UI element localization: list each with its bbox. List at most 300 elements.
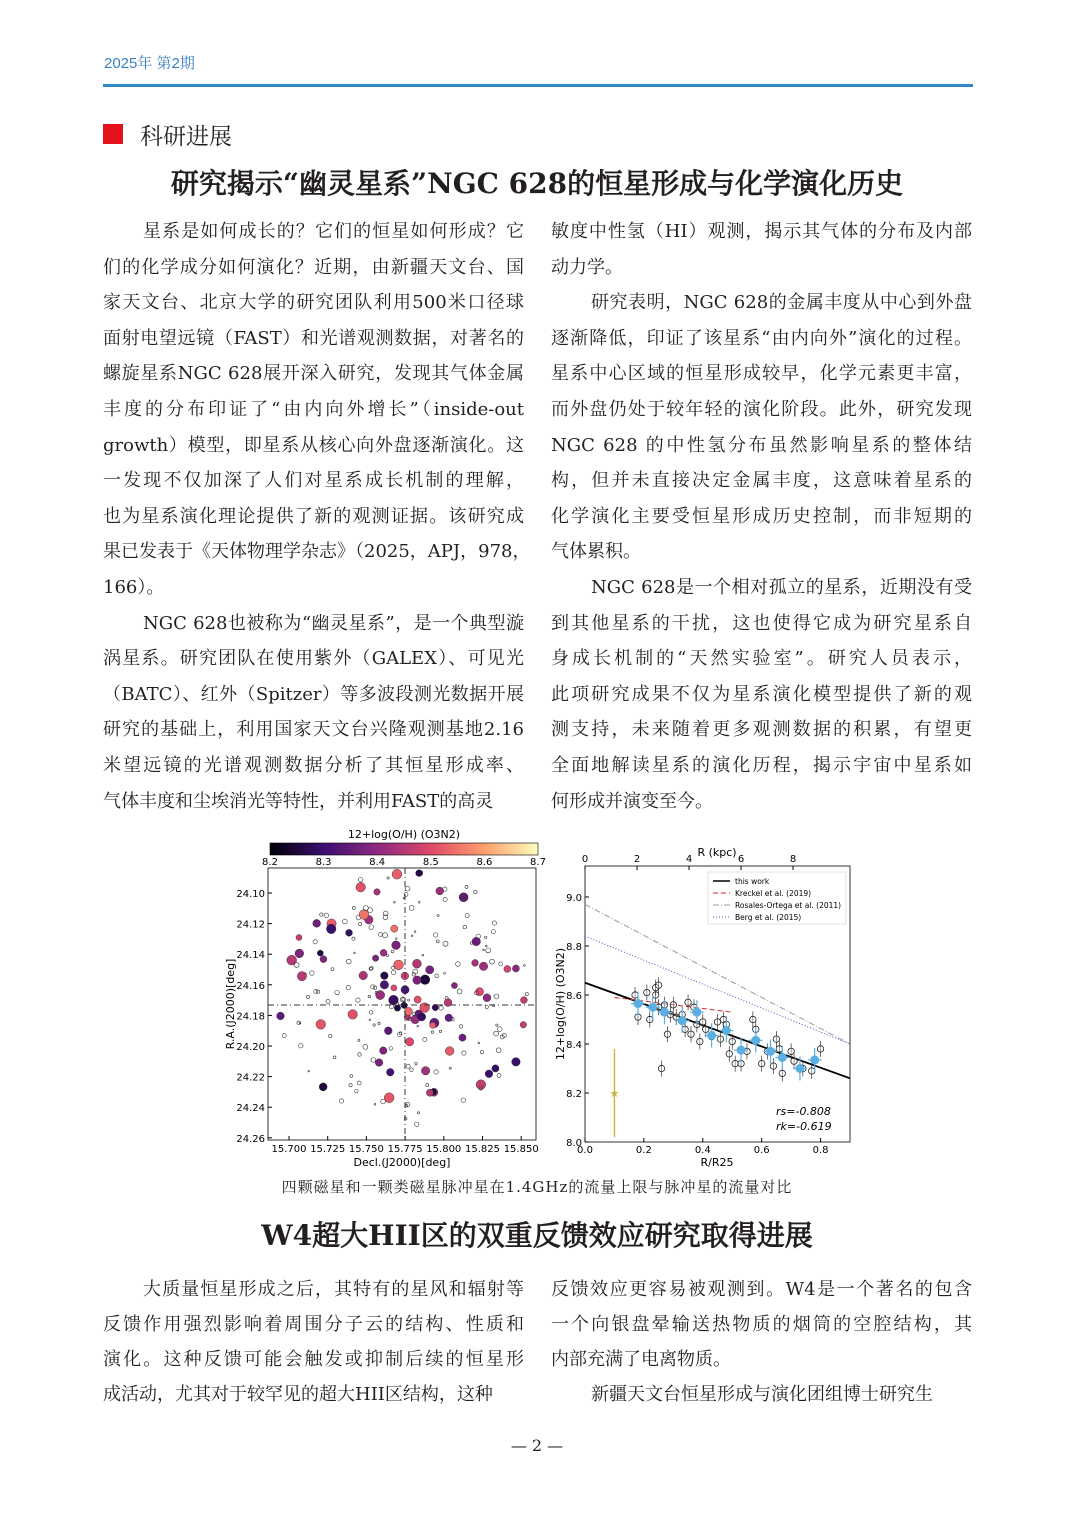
text-line: 气体丰度和尘埃消光等特性，并利用FAST的高灵 xyxy=(103,790,494,812)
text-line: 动力学。 xyxy=(551,256,623,278)
x-tick-label: 15.725 xyxy=(310,1144,346,1155)
header-rule xyxy=(103,84,973,87)
hii-region-outline xyxy=(403,897,405,899)
hii-region-marker xyxy=(445,1014,452,1021)
hii-region-marker xyxy=(479,962,487,970)
hii-region-marker xyxy=(412,959,421,968)
hii-region-outline xyxy=(444,972,446,974)
stat-kendall: rk=-0.619 xyxy=(776,1120,832,1133)
y-tick-label: 8.8 xyxy=(566,942,582,953)
hii-region-marker xyxy=(392,869,402,879)
text-line: 而外盘仍处于较年轻的演化阶段。此外，研究发现 xyxy=(551,398,972,420)
binned-point xyxy=(795,1064,804,1073)
hii-region-outline xyxy=(373,986,376,989)
hii-region-outline xyxy=(379,933,383,937)
hii-region-marker xyxy=(326,924,336,934)
hii-region-marker xyxy=(380,1047,387,1054)
hii-region-marker xyxy=(297,972,306,981)
data-point xyxy=(758,1060,764,1066)
colorbar-label: 12+log(O/H) (O3N2) xyxy=(347,828,461,841)
hii-region-outline xyxy=(436,940,439,943)
binned-point xyxy=(634,999,643,1008)
text-line: NGC 628也被称为“幽灵星系”，是一个典型漩 xyxy=(143,612,524,634)
hii-region-outline xyxy=(349,1084,352,1087)
hii-region-marker xyxy=(316,1020,326,1030)
x-tick-label: 0.8 xyxy=(812,1145,829,1156)
hii-region-outline xyxy=(494,1031,499,1036)
article2-column-left xyxy=(103,1272,524,1412)
hii-region-outline xyxy=(439,1006,443,1010)
hii-region-marker xyxy=(418,1013,426,1021)
hii-region-marker xyxy=(372,955,378,961)
hii-region-outline xyxy=(409,905,414,910)
hii-region-outline xyxy=(343,919,348,924)
hii-region-outline xyxy=(335,990,340,995)
top-x-tick-label: 4 xyxy=(685,854,693,865)
hii-region-marker xyxy=(472,937,480,945)
hii-region-outline xyxy=(383,933,388,938)
hii-region-outline xyxy=(414,931,416,933)
hii-region-outline xyxy=(373,1024,375,1026)
hii-region-marker xyxy=(380,981,388,989)
hii-region-marker xyxy=(277,1012,285,1020)
text-line: 研究表明，NGC 628的金属丰度从中心到外盘 xyxy=(591,292,972,314)
x-tick-label: 0.2 xyxy=(635,1145,652,1156)
y-tick-label: 8.4 xyxy=(566,1040,582,1051)
hii-region-outline xyxy=(357,1081,361,1085)
hii-region-outline xyxy=(417,1025,419,1027)
hii-region-outline xyxy=(422,954,424,956)
y-tick-label: 8.6 xyxy=(566,991,582,1002)
hii-region-outline xyxy=(417,1112,419,1114)
text-line: 何形成并演变至今。 xyxy=(551,790,713,812)
hii-region-outline xyxy=(405,886,410,891)
hii-region-marker xyxy=(426,1089,433,1096)
text-line: 化学演化主要受恒星形成历史控制，而非短期的 xyxy=(551,505,972,527)
hii-region-marker xyxy=(313,919,321,927)
binned-point xyxy=(722,1026,731,1035)
hii-region-outline xyxy=(363,906,368,911)
hii-region-outline xyxy=(497,1027,502,1032)
colorbar-tick: 8.5 xyxy=(422,857,439,868)
hii-region-outline xyxy=(485,1005,488,1008)
hii-region-marker xyxy=(521,997,528,1004)
colorbar-tick: 8.6 xyxy=(476,857,493,868)
hii-region-marker xyxy=(375,1059,383,1067)
hii-region-marker xyxy=(483,994,491,1002)
hii-region-marker xyxy=(459,893,468,902)
x-tick-label: 15.825 xyxy=(465,1144,500,1155)
binned-point xyxy=(707,1031,716,1040)
hii-region-marker xyxy=(295,949,304,958)
hii-region-marker xyxy=(386,1068,394,1076)
x-tick-label: 15.700 xyxy=(271,1144,307,1155)
hii-region-outline xyxy=(387,877,389,879)
data-point xyxy=(732,1060,738,1066)
text-line: 面射电望远镜（FAST）和光谱观测数据，对著名的 xyxy=(103,327,524,349)
hii-region-outline xyxy=(497,1074,501,1078)
hii-region-outline xyxy=(415,1122,419,1126)
hii-region-outline xyxy=(478,1042,480,1044)
hii-region-outline xyxy=(494,994,499,999)
data-point xyxy=(664,1031,670,1037)
binned-point xyxy=(766,1047,775,1056)
text-line: 也为星系演化理论提供了新的观测证据。该研究成 xyxy=(103,505,524,527)
text-line: 一发现不仅加深了人们对星系成长机制的理解， xyxy=(103,470,524,492)
text-line: （BATC）、红外（Spitzer）等多波段测光数据开展 xyxy=(103,683,524,705)
article2-column-right xyxy=(551,1272,972,1412)
data-point xyxy=(779,1070,785,1076)
hii-region-outline xyxy=(486,948,491,953)
hii-region-marker xyxy=(436,887,444,895)
hii-region-outline xyxy=(523,965,525,967)
hii-region-outline xyxy=(485,945,487,947)
colorbar-tick: 8.3 xyxy=(315,857,332,868)
data-point xyxy=(697,1038,703,1044)
top-x-tick-label: 6 xyxy=(737,854,745,865)
x-tick-label: 15.750 xyxy=(348,1144,384,1155)
hii-region-outline xyxy=(352,906,355,909)
hii-region-marker xyxy=(430,1022,436,1028)
hii-region-outline xyxy=(369,1019,371,1021)
hii-region-marker xyxy=(421,1067,429,1075)
hii-region-marker xyxy=(404,1007,412,1015)
page-number: — 2 — xyxy=(510,1436,564,1455)
stat-spearman: rs=-0.808 xyxy=(776,1105,831,1118)
text-line: 到其他星系的干扰，这也使得它成为研究星系自 xyxy=(551,612,972,634)
binned-point xyxy=(660,1008,669,1017)
hii-region-outline xyxy=(299,1022,301,1024)
data-point xyxy=(644,989,650,995)
text-line: 螺旋星系NGC 628展开深入研究，发现其气体金属 xyxy=(103,363,524,385)
x-tick-label: 0.4 xyxy=(694,1145,711,1156)
hii-region-outline xyxy=(356,998,360,1002)
text-line: 166）。 xyxy=(103,576,165,598)
text-line: 反馈效应更容易被观测到。W4是一个著名的包含 xyxy=(551,1279,972,1300)
hii-region-outline xyxy=(491,930,495,934)
hii-region-outline xyxy=(329,1034,332,1037)
hii-region-outline xyxy=(333,1056,336,1059)
hii-region-marker xyxy=(472,959,479,966)
hii-region-marker xyxy=(317,950,323,956)
text-line: NGC 628是一个相对孤立的星系，近期没有受 xyxy=(591,576,972,598)
figure xyxy=(220,820,860,1170)
text-line: 反馈作用强烈影响着周围分子云的结构、性质和 xyxy=(103,1314,524,1335)
hii-region-outline xyxy=(406,1064,410,1068)
text-line: growth）模型，即星系从核心向外盘逐渐演化。这 xyxy=(103,434,524,456)
hii-region-outline xyxy=(457,989,462,994)
hii-region-outline xyxy=(393,901,395,903)
hii-region-marker xyxy=(445,1047,454,1056)
right-xlabel: R/R25 xyxy=(700,1156,734,1169)
hii-region-outline xyxy=(525,993,528,996)
top-x-tick-label: 2 xyxy=(633,854,641,865)
hii-region-outline xyxy=(389,1047,393,1051)
hii-region-marker xyxy=(319,1083,327,1091)
hii-region-outline xyxy=(346,959,351,964)
colorbar-tick: 8.7 xyxy=(530,857,546,868)
text-line: 逐渐降低，印证了该星系“由内向外”演化的过程。 xyxy=(551,327,972,349)
hii-region-outline xyxy=(358,877,363,882)
hii-region-marker xyxy=(485,1070,493,1078)
legend-entry: this work xyxy=(735,877,770,886)
data-point xyxy=(726,1051,732,1057)
hii-region-outline xyxy=(383,911,388,916)
hii-region-outline xyxy=(496,1048,501,1053)
binned-point xyxy=(778,1053,787,1062)
text-line: 大质量恒星形成之后，其特有的星风和辐射等 xyxy=(143,1279,524,1300)
text-line: 此项研究成果不仅为星系演化模型提供了新的观 xyxy=(551,683,972,705)
hii-region-marker xyxy=(476,988,484,996)
text-line: 新疆天文台恒星形成与演化团组博士研究生 xyxy=(591,1384,933,1405)
text-line: 身成长机制的“天然实验室”。研究人员表示， xyxy=(551,648,972,670)
data-point xyxy=(700,1019,706,1025)
colorbar-tick: 8.2 xyxy=(262,857,278,868)
hii-region-outline xyxy=(462,1051,466,1055)
y-tick-label: 24.10 xyxy=(236,889,265,900)
hii-region-outline xyxy=(374,1103,376,1105)
binned-point xyxy=(737,1046,746,1055)
text-line: 全面地解读星系的演化历程，揭示宇宙中星系如 xyxy=(551,754,972,776)
hii-region-marker xyxy=(374,889,380,895)
y-tick-label: 24.16 xyxy=(236,980,265,992)
text-line: 星系中心区域的恒星形成较早，化学元素更丰富， xyxy=(551,363,972,385)
y-tick-label: 24.24 xyxy=(236,1103,265,1115)
hii-region-marker xyxy=(356,882,366,892)
data-point xyxy=(717,1036,723,1042)
hii-region-outline xyxy=(391,950,394,953)
hii-region-outline xyxy=(369,1011,372,1014)
hii-region-marker xyxy=(414,996,421,1003)
data-point xyxy=(647,1016,653,1022)
hii-region-outline xyxy=(299,1043,303,1047)
hii-region-marker xyxy=(287,955,297,965)
hii-region-outline xyxy=(368,995,371,998)
hii-region-outline xyxy=(418,901,420,903)
hii-region-marker xyxy=(384,1093,394,1103)
y-tick-label: 24.12 xyxy=(236,919,265,931)
hii-region-marker xyxy=(381,972,389,980)
data-point xyxy=(714,1019,720,1025)
hii-region-outline xyxy=(354,952,356,954)
hii-region-outline xyxy=(395,938,397,940)
data-point xyxy=(773,1036,779,1042)
hii-region-outline xyxy=(431,1031,433,1033)
issue-label: 2025年 第2期 xyxy=(104,55,195,72)
data-point xyxy=(703,1026,709,1032)
hii-region-outline xyxy=(392,966,395,969)
hii-region-outline xyxy=(355,1089,359,1093)
article-column-left xyxy=(103,214,531,819)
hii-region-marker xyxy=(346,929,353,936)
text-line: NGC 628 的中性氢分布虽然影响星系的整体结 xyxy=(551,434,972,456)
hii-region-outline xyxy=(443,897,447,901)
left-ylabel: R.A.(J2000)[deg] xyxy=(224,958,237,1050)
colorbar-tick: 8.4 xyxy=(369,857,386,868)
data-point xyxy=(685,999,691,1005)
text-line: 果已发表于《天体物理学杂志》（2025，APJ，978， xyxy=(103,541,531,563)
x-tick-label: 15.850 xyxy=(503,1144,539,1155)
hii-region-outline xyxy=(490,959,495,964)
y-tick-label: 8.0 xyxy=(566,1138,582,1149)
legend-entry: Berg et al. (2015) xyxy=(735,913,802,922)
right-top-xlabel: R (kpc) xyxy=(697,846,737,859)
hii-region-outline xyxy=(443,941,448,946)
hii-region-outline xyxy=(410,1068,414,1072)
hii-region-outline xyxy=(326,999,330,1003)
text-line: 一个向银盘晕输送热物质的烟筒的空腔结构，其 xyxy=(551,1314,972,1335)
article-title-2: W4超大HII区的双重反馈效应研究取得进展 xyxy=(261,1219,813,1252)
y-tick-label: 24.26 xyxy=(236,1133,265,1145)
hii-region-marker xyxy=(476,1080,486,1090)
hii-region-outline xyxy=(423,1037,427,1041)
hii-region-marker xyxy=(348,1010,358,1020)
hii-region-outline xyxy=(324,913,329,918)
data-point xyxy=(750,1016,756,1022)
hii-region-marker xyxy=(391,985,397,991)
data-point xyxy=(770,1063,776,1069)
hii-region-outline xyxy=(496,1024,498,1026)
hii-region-outline xyxy=(415,1062,417,1064)
hii-region-outline xyxy=(358,1039,360,1041)
left-xlabel: Decl.(J2000)[deg] xyxy=(353,1156,451,1169)
hii-region-outline xyxy=(456,962,461,967)
text-line: 星系是如何成长的？它们的恒星如何形成？它 xyxy=(143,221,524,242)
y-tick-label: 9.0 xyxy=(566,893,582,904)
x-tick-label: 0.0 xyxy=(577,1145,593,1156)
hii-region-outline xyxy=(426,1084,429,1087)
hii-region-outline xyxy=(483,949,485,951)
hii-region-marker xyxy=(492,1065,499,1072)
top-x-tick-label: 0 xyxy=(581,854,589,865)
data-point xyxy=(791,1058,797,1064)
hii-region-outline xyxy=(371,1057,376,1062)
section-marker xyxy=(103,124,123,144)
binned-point xyxy=(648,1003,657,1012)
binned-point xyxy=(678,1016,687,1025)
hii-region-outline xyxy=(320,913,323,916)
data-point xyxy=(688,1031,694,1037)
text-line: 内部充满了电离物质。 xyxy=(551,1349,731,1370)
hii-region-outline xyxy=(459,1025,462,1028)
binned-point xyxy=(810,1055,819,1064)
hii-region-marker xyxy=(405,1038,413,1046)
binned-point xyxy=(751,1036,760,1045)
data-point xyxy=(817,1046,823,1052)
hii-region-marker xyxy=(451,982,457,988)
hii-region-marker xyxy=(359,971,367,979)
text-line: 演化。这种反馈可能会触发或抑制后续的恒星形 xyxy=(103,1349,524,1370)
hii-region-outline xyxy=(439,1030,441,1032)
hii-region-outline xyxy=(461,1098,466,1103)
colorbar xyxy=(270,843,538,855)
hii-region-marker xyxy=(296,934,302,940)
hii-region-marker xyxy=(359,910,369,920)
hii-region-marker xyxy=(416,870,423,877)
hii-region-outline xyxy=(463,925,466,928)
top-x-tick-label: 8 xyxy=(789,854,797,865)
data-point xyxy=(682,1026,688,1032)
hii-region-outline xyxy=(308,1070,310,1072)
hii-region-outline xyxy=(474,890,477,893)
y-tick-label: 24.20 xyxy=(236,1042,265,1053)
text-line: 测支持，未来随着更多观测数据的积累，有望更 xyxy=(551,719,972,741)
hii-region-marker xyxy=(459,1034,466,1041)
hii-region-outline xyxy=(313,940,317,944)
y-tick-label: 8.2 xyxy=(566,1089,582,1100)
data-point xyxy=(809,1068,815,1074)
hii-region-outline xyxy=(449,1067,451,1069)
hii-region-marker xyxy=(504,965,511,972)
hii-region-outline xyxy=(391,970,395,974)
hii-region-marker xyxy=(520,1022,526,1028)
hii-region-outline xyxy=(358,1053,362,1057)
hii-region-outline xyxy=(339,1099,343,1103)
hii-region-outline xyxy=(352,937,355,940)
data-point xyxy=(670,1002,676,1008)
hii-region-marker xyxy=(389,995,399,1005)
hii-region-outline xyxy=(346,985,350,989)
y-tick-label: 24.18 xyxy=(236,1011,265,1023)
figure-caption: 四颗磁星和一颗类磁星脉冲星在1.4GHz的流量上限与脉冲星的流量对比 xyxy=(281,1178,793,1196)
legend xyxy=(708,872,846,924)
legend-entry: Rosales-Ortega et al. (2011) xyxy=(735,901,842,910)
text-line: 构，但并未直接决定金属丰度，这意味着星系的 xyxy=(551,470,972,492)
text-line: 家天文台、北京大学的研究团队利用500米口径球 xyxy=(103,292,524,314)
y-tick-label: 24.22 xyxy=(236,1072,265,1084)
data-point xyxy=(632,992,638,998)
hii-region-outline xyxy=(378,1022,380,1024)
hii-region-marker xyxy=(376,991,385,1000)
data-point xyxy=(729,1038,735,1044)
hii-region-outline xyxy=(331,968,334,971)
x-tick-label: 15.800 xyxy=(426,1144,462,1155)
hii-region-outline xyxy=(369,925,374,930)
hii-region-marker xyxy=(391,925,398,932)
data-point xyxy=(655,982,661,988)
hii-region-outline xyxy=(465,914,469,918)
text-line: 成活动，尤其对于较罕见的超大HII区结构，这种 xyxy=(103,1384,493,1405)
hii-region-outline xyxy=(306,995,309,998)
text-line: 气体累积。 xyxy=(551,541,641,563)
x-tick-label: 0.6 xyxy=(753,1145,770,1156)
text-line: 米望远镜的光谱观测数据分析了其恒星形成率、 xyxy=(103,754,524,776)
hii-region-outline xyxy=(350,1075,353,1078)
reference-star-marker: ★ xyxy=(609,1087,620,1100)
hii-region-outline xyxy=(282,1034,286,1038)
hii-region-marker xyxy=(380,949,387,956)
text-line: 涡星系。研究团队在使用紫外（GALEX）、可见光 xyxy=(103,648,524,670)
legend-entry: Kreckel et al. (2019) xyxy=(735,889,812,898)
hii-region-marker xyxy=(384,1027,392,1035)
text-line: 们的化学成分如何演化？近期，由新疆天文台、国 xyxy=(103,256,524,278)
hii-region-outline xyxy=(363,1044,368,1049)
data-point xyxy=(788,1048,794,1054)
hii-region-marker xyxy=(394,960,404,970)
y-tick-label: 24.14 xyxy=(236,950,265,962)
hii-region-outline xyxy=(433,933,437,937)
hii-region-marker xyxy=(512,965,519,972)
hii-region-outline xyxy=(465,885,468,888)
text-line: 丰度的分布印证了“由内向外增长”（inside-out xyxy=(103,398,524,420)
text-line: 研究的基础上，利用国家天文台兴隆观测基地2.16 xyxy=(103,719,524,741)
hii-region-marker xyxy=(320,956,327,963)
hii-region-marker xyxy=(420,975,430,985)
hii-region-outline xyxy=(411,935,413,937)
hii-region-outline xyxy=(435,974,439,978)
hii-region-outline xyxy=(484,936,486,938)
hii-region-outline xyxy=(499,962,503,966)
